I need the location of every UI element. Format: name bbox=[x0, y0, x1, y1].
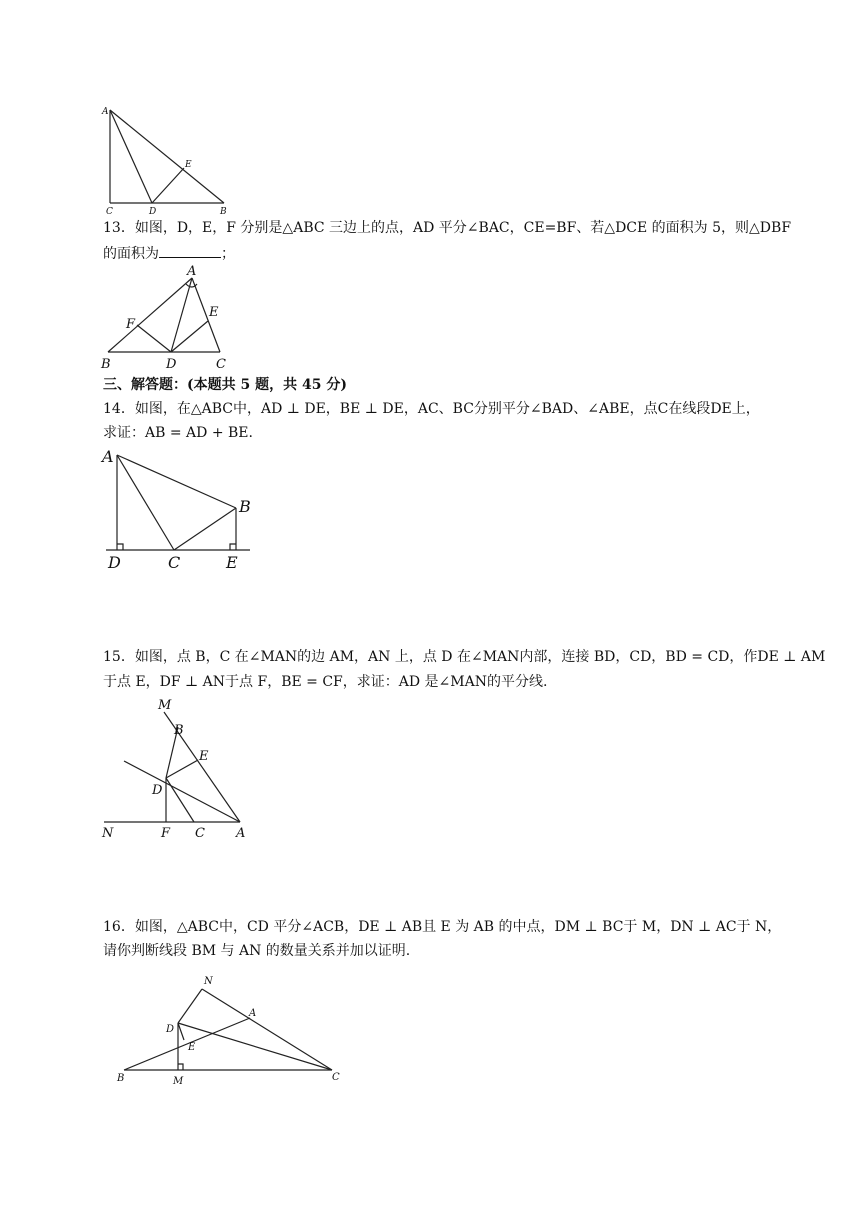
figure-q12 bbox=[100, 104, 240, 216]
label-E: E bbox=[199, 749, 209, 764]
label-C: C bbox=[332, 1072, 340, 1083]
label-B: B bbox=[117, 1073, 125, 1084]
q15-line2: 于点 E，DF ⊥ AN于点 F，BE = CF，求证：AD 是∠MAN的平分线. bbox=[103, 674, 548, 690]
label-A: A bbox=[249, 1008, 257, 1019]
q14-line1 bbox=[103, 397, 760, 421]
q15-line1 bbox=[103, 645, 825, 669]
q14-line2: 求证：AB = AD + BE. bbox=[103, 425, 253, 441]
q13-text-2: 的面积为 bbox=[103, 246, 159, 262]
q13-line1 bbox=[103, 216, 791, 240]
q13-text-1: 如图，D，E，F 分别是△ABC 三边上的点，AD 平分∠BAC，CE=BF、若△DCE 的面积为 5，则△DBF bbox=[134, 220, 792, 236]
label-C: C bbox=[106, 207, 113, 217]
label-E: E bbox=[226, 553, 238, 572]
label-E: E bbox=[209, 305, 219, 320]
label-D: D bbox=[108, 553, 121, 572]
figure-q14 bbox=[100, 444, 260, 574]
q16-line2: 请你判断线段 BM 与 AN 的数量关系并加以证明. bbox=[103, 943, 411, 959]
label-D: D bbox=[166, 1024, 175, 1035]
label-C: C bbox=[168, 553, 181, 572]
q16-line1 bbox=[103, 915, 781, 939]
label-N: N bbox=[204, 976, 213, 987]
label-A: A bbox=[102, 447, 114, 466]
q16-number: 16． bbox=[103, 919, 135, 935]
figure-q13 bbox=[100, 262, 250, 374]
label-E: E bbox=[185, 160, 192, 170]
label-C: C bbox=[216, 357, 226, 372]
q15-number: 15． bbox=[103, 649, 135, 665]
section-heading: 三、解答题：(本题共 5 题，共 45 分) bbox=[103, 377, 347, 393]
label-C: C bbox=[195, 826, 205, 841]
label-B: B bbox=[101, 357, 111, 372]
label-F: F bbox=[161, 826, 171, 841]
label-E: E bbox=[188, 1042, 196, 1053]
label-B: B bbox=[239, 497, 251, 516]
label-A: A bbox=[102, 107, 109, 117]
label-B: B bbox=[220, 207, 227, 217]
q14-number: 14． bbox=[103, 401, 135, 417]
figure-q15 bbox=[100, 694, 260, 844]
label-M: M bbox=[173, 1076, 184, 1087]
label-M: M bbox=[158, 698, 172, 713]
label-D: D bbox=[152, 783, 163, 798]
q14-text-1: 如图，在△ABC中，AD ⊥ DE，BE ⊥ DE，AC、BC分别平分∠BAD、∠ABE，点C在线段DE上， bbox=[134, 401, 760, 417]
label-B: B bbox=[174, 723, 184, 738]
q13-text-3: ； bbox=[221, 246, 235, 262]
figure-q16 bbox=[110, 968, 360, 1088]
label-N: N bbox=[102, 826, 114, 841]
label-D: D bbox=[166, 357, 177, 372]
q15-text-1: 如图，点 B，C 在∠MAN的边 AM，AN 上，点 D 在∠MAN内部，连接 BD，CD，BD = CD，作DE ⊥ AM bbox=[134, 649, 826, 665]
label-A: A bbox=[236, 826, 246, 841]
label-A: A bbox=[187, 264, 197, 279]
label-D: D bbox=[149, 207, 157, 217]
q13-number: 13． bbox=[103, 220, 135, 236]
label-F: F bbox=[126, 317, 136, 332]
answer-blank[interactable] bbox=[159, 241, 221, 258]
q16-text-1: 如图，△ABC中，CD 平分∠ACB，DE ⊥ AB且 E 为 AB 的中点，DM ⊥ BC于 M，DN ⊥ AC于 N， bbox=[134, 919, 782, 935]
